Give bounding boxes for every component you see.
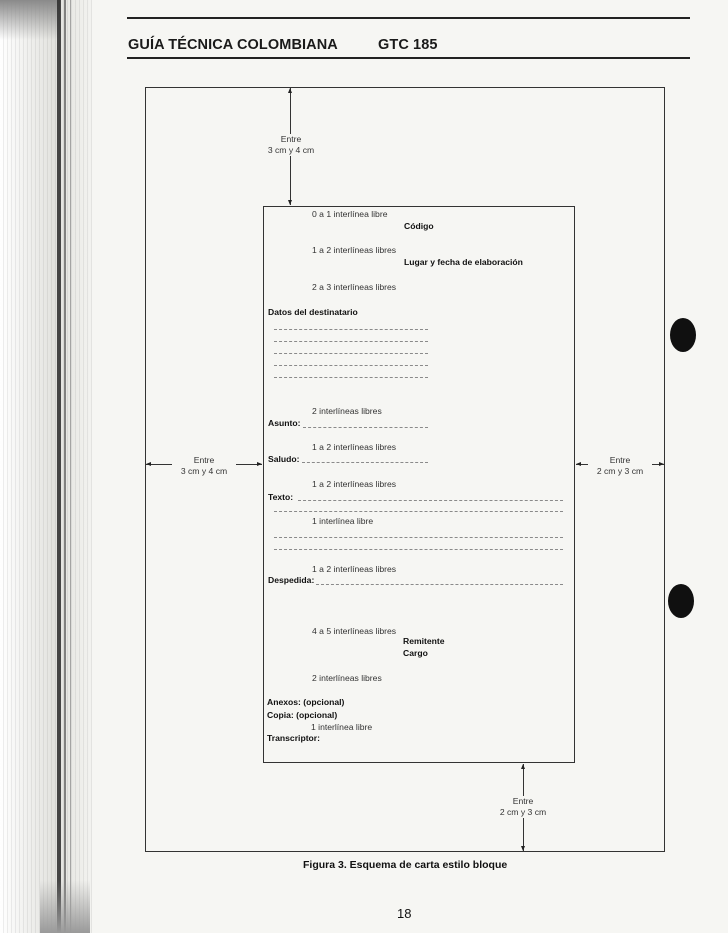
spacing-note: 2 interlíneas libres (312, 673, 382, 683)
destinatario-line (274, 365, 428, 366)
left-margin-arrow-left (146, 462, 151, 466)
destinatario-line (274, 329, 428, 330)
right-margin-arrow-left (576, 462, 581, 466)
header-bottom-rule (127, 57, 690, 59)
lugar-fecha-label: Lugar y fecha de elaboración (404, 257, 523, 267)
spacing-note: 1 a 2 interlíneas libres (312, 479, 397, 489)
bottom-margin-arrow-down (521, 846, 525, 851)
bottom-margin-arrow-up (521, 764, 525, 769)
letter-body-frame (263, 206, 575, 763)
despedida-line (316, 584, 563, 585)
figure-caption: Figura 3. Esquema de carta estilo bloque (303, 859, 508, 871)
header-code: GTC 185 (378, 37, 438, 53)
top-margin-arrow-up (288, 88, 292, 93)
destinatario-line (274, 341, 428, 342)
cargo-label: Cargo (403, 648, 428, 658)
right-margin-label: Entre 2 cm y 3 cm (588, 455, 652, 477)
punch-hole-bottom (668, 584, 694, 618)
binding-strip (0, 0, 92, 933)
destinatario-line (274, 377, 428, 378)
transcriptor-label: Transcriptor: (267, 733, 321, 743)
right-margin-arrow-right (659, 462, 664, 466)
texto-line (274, 549, 563, 550)
spacing-note: 1 interlínea libre (311, 722, 373, 732)
copia-label: Copia: (opcional) (267, 710, 338, 720)
asunto-label: Asunto: (268, 418, 301, 428)
left-margin-label: Entre 3 cm y 4 cm (172, 455, 236, 477)
spacing-note: 1 a 2 interlíneas libres (312, 442, 397, 452)
despedida-label: Despedida: (268, 575, 315, 585)
top-margin-arrow-down (288, 200, 292, 205)
page-number: 18 (397, 906, 412, 921)
codigo-label: Código (404, 221, 434, 231)
header-title: GUÍA TÉCNICA COLOMBIANA (128, 37, 338, 53)
saludo-line (302, 462, 428, 463)
asunto-line (303, 427, 428, 428)
spacing-note: 0 a 1 interlínea libre (312, 209, 388, 219)
spacing-note: 2 a 3 interlíneas libres (312, 282, 397, 292)
texto-line (274, 511, 563, 512)
destinatario-label: Datos del destinatario (268, 307, 358, 317)
bottom-margin-label: Entre 2 cm y 3 cm (494, 796, 552, 818)
texto-label: Texto: (268, 492, 294, 502)
saludo-label: Saludo: (268, 454, 300, 464)
header-top-rule (127, 17, 690, 19)
destinatario-line (274, 353, 428, 354)
spacing-note: 1 interlínea libre (312, 516, 374, 526)
remitente-label: Remitente (403, 636, 445, 646)
texto-line (298, 500, 563, 501)
spacing-note: 4 a 5 interlíneas libres (312, 626, 397, 636)
spacing-note: 1 a 2 interlíneas libres (312, 564, 397, 574)
left-margin-arrow-right (257, 462, 262, 466)
punch-hole-top (670, 318, 696, 352)
spacing-note: 1 a 2 interlíneas libres (312, 245, 397, 255)
texto-line (274, 537, 563, 538)
top-margin-label: Entre 3 cm y 4 cm (263, 134, 319, 156)
anexos-label: Anexos: (opcional) (267, 697, 345, 707)
spacing-note: 2 interlíneas libres (312, 406, 382, 416)
